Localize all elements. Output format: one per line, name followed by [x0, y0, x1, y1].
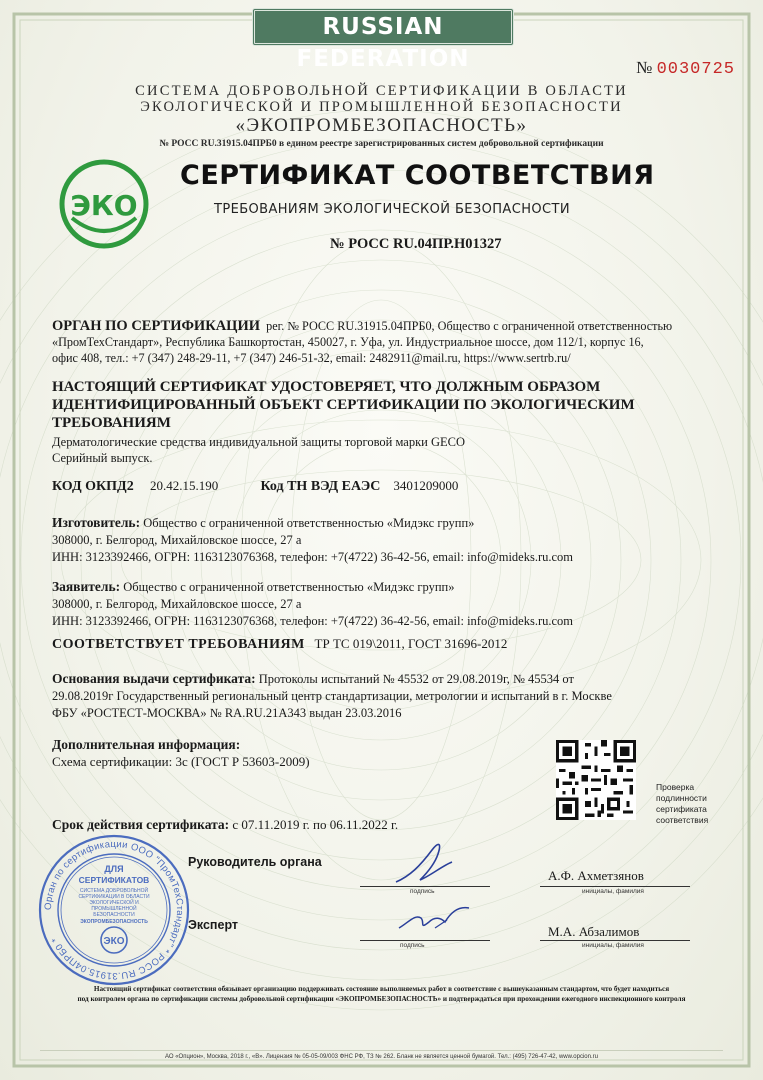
- additional-label: Дополнительная информация:: [52, 737, 241, 752]
- stamp-center-2: СЕРТИФИКАТОВ: [78, 875, 150, 885]
- object-line2: Серийный выпуск.: [52, 451, 153, 465]
- stamp-center-8: ЭКОПРОМБЕЗОПАСНОСТЬ: [80, 919, 148, 925]
- tnved-value: 3401209000: [393, 478, 459, 493]
- system-name-line1: СИСТЕМА ДОБРОВОЛЬНОЙ СЕРТИФИКАЦИИ В ОБЛАСТИ: [135, 83, 628, 99]
- conformity: [52, 636, 723, 653]
- serial-prefix: №: [636, 58, 653, 77]
- object-line1: Дерматологические средства индивидуальной защиты торговой марки GECO: [52, 435, 466, 449]
- validity-period: [52, 817, 723, 833]
- head-of-body-label: Руководитель органа: [188, 855, 322, 869]
- eko-logo: [58, 158, 150, 250]
- certified-object: [52, 434, 723, 466]
- applicant: [52, 578, 723, 630]
- qr-caption-line1: Проверка: [656, 782, 695, 792]
- qr-caption-line4: соответствия: [656, 815, 709, 825]
- conformity-label: СООТВЕТСТВУЕТ ТРЕБОВАНИЯМ: [52, 637, 305, 652]
- manufacturer-label: Изготовитель:: [52, 515, 141, 530]
- declaration-line3: ТРЕБОВАНИЯМ: [52, 415, 171, 431]
- stamp-outer-text: Орган по сертификации ООО "ПромТехСтандарт" * РОСС RU.31915.04ПРБ0 *: [42, 838, 186, 982]
- organ-line1: рег. № РОСС RU.31915.04ПРБ0, Общество с ограниченной ответственностью: [266, 319, 673, 333]
- qr-caption-line2: подлинности: [656, 793, 707, 803]
- applicant-details: ИНН: 3123392466, ОГРН: 1163123076368, телефон: +7(4722) 36-42-56, email: info@mideks.ru.com: [52, 614, 574, 628]
- printer-imprint: АО «Опцион», Москва, 2018 г., «В». Лицензия № 05-05-09/003 ФНС РФ, ТЗ № 262. Бланк не является ценной бумагой. Тел.: (495) 726-47-42, www.opcion.ru: [165, 1054, 598, 1060]
- okpd-value: 20.42.15.190: [149, 478, 219, 493]
- declaration-line1: НАСТОЯЩИЙ СЕРТИФИКАТ УДОСТОВЕРЯЕТ, ЧТО ДОЛЖНЫМ ОБРАЗОМ: [52, 379, 601, 395]
- additional-value: Схема сертификации: 3с (ГОСТ Р 53603-2009): [52, 754, 310, 769]
- expert-name-line: [540, 940, 690, 941]
- product-codes: [52, 478, 723, 495]
- expert-signature-line: [360, 940, 490, 941]
- head-name: А.Ф. Ахметзянов: [548, 868, 644, 883]
- head-name-caption: инициалы, фамилия: [582, 888, 644, 895]
- footer-line2: под контролем органа по сертификации системы добровольной сертификации «ЭКОПРОМБЕЗОПАСНОСТЬ» и подтверждаться при прохождении ежегодного инспекционного контроля: [77, 995, 686, 1003]
- country-banner: RUSSIAN FEDERATION: [252, 8, 514, 46]
- validity-value: с 07.11.2019 г. по 06.11.2022 г.: [232, 817, 399, 832]
- declaration: [52, 378, 723, 432]
- expert-signature: [395, 900, 475, 936]
- stamp-center-5: ЭКОЛОГИЧЕСКОЙ И: [89, 900, 139, 906]
- qr-code[interactable]: [556, 740, 636, 820]
- organ-line2: «ПромТехСтандарт», Республика Башкортостан, 450027, г. Уфа, ул. Индустриальное шоссе, дом 112/1, корпус 16,: [52, 335, 644, 349]
- grounds-line1: Протоколы испытаний № 45532 от 29.08.2019г, № 45534 от: [258, 672, 574, 686]
- expert-label: Эксперт: [188, 918, 239, 932]
- serial-number: [636, 58, 735, 79]
- applicant-label: Заявитель:: [52, 579, 121, 594]
- qr-caption-line3: сертификата: [656, 804, 707, 814]
- stamp-center-4: СЕРТИФИКАЦИИ В ОБЛАСТИ: [78, 894, 150, 900]
- okpd-label: КОД ОКПД2: [52, 479, 134, 494]
- expert-name-caption: инициалы, фамилия: [582, 942, 644, 949]
- conformity-value: ТР ТС 019\2011, ГОСТ 31696-2012: [314, 636, 508, 651]
- head-signature: [390, 836, 470, 888]
- stamp-center-6: ПРОМЫШЛЕННОЙ: [91, 906, 137, 912]
- system-name-line3: «ЭКОПРОМБЕЗОПАСНОСТЬ»: [235, 115, 528, 136]
- applicant-address: 308000, г. Белгород, Михайловское шоссе, 27 а: [52, 597, 302, 611]
- stamp-logo-text: ЭКО: [103, 936, 125, 947]
- system-registry-number: № РОСС RU.31915.04ПРБ0 в едином реестре зарегистрированных систем добровольной сертификации: [159, 139, 604, 149]
- grounds: [52, 670, 723, 722]
- manufacturer-name: Общество с ограниченной ответственностью «Мидэкс групп»: [143, 516, 475, 530]
- head-name-line: [540, 886, 690, 887]
- certificate-number: № РОСС RU.04ПР.Н01327: [330, 236, 502, 252]
- organ-heading: ОРГАН ПО СЕРТИФИКАЦИИ: [52, 318, 261, 334]
- expert-name: М.А. Абзалимов: [548, 924, 640, 939]
- head-signature-caption: подпись: [410, 888, 435, 895]
- head-signature-line: [360, 886, 490, 887]
- applicant-name: Общество с ограниченной ответственностью «Мидэкс групп»: [123, 580, 455, 594]
- eko-logo-text: ЭКО: [70, 189, 138, 222]
- manufacturer: [52, 514, 723, 566]
- certificate-subtitle: ТРЕБОВАНИЯМ ЭКОЛОГИЧЕСКОЙ БЕЗОПАСНОСТИ: [214, 202, 570, 217]
- footer-note: [40, 984, 723, 1004]
- grounds-line2: 29.08.2019г Государственный региональный центр стандартизации, метрологии и испытаний в г. Москве: [52, 689, 612, 703]
- stamp-center-7: БЕЗОПАСНОСТИ: [93, 912, 135, 918]
- tnved-label: Код ТН ВЭД ЕАЭС: [260, 479, 381, 494]
- stamp-center-3: СИСТЕМА ДОБРОВОЛЬНОЙ: [79, 888, 149, 894]
- manufacturer-details: ИНН: 3123392466, ОГРН: 1163123076368, телефон: +7(4722) 36-42-56, email: info@mideks.ru.com: [52, 550, 574, 564]
- serial-value: 0030725: [656, 60, 735, 79]
- system-name-line2: ЭКОЛОГИЧЕСКОЙ И ПРОМЫШЛЕННОЙ БЕЗОПАСНОСТИ: [140, 99, 623, 115]
- certification-stamp: [36, 832, 192, 988]
- grounds-label: Основания выдачи сертификата:: [52, 671, 256, 686]
- stamp-center-1: ДЛЯ: [104, 864, 124, 874]
- certification-body: [52, 318, 723, 366]
- grounds-line3: ФБУ «РОСТЕСТ-МОСКВА» № RA.RU.21А343 выдан 23.03.2016: [52, 706, 402, 720]
- manufacturer-address: 308000, г. Белгород, Михайловское шоссе, 27 а: [52, 533, 302, 547]
- expert-signature-caption: подпись: [400, 942, 425, 949]
- certificate-title: СЕРТИФИКАТ СООТВЕТСТВИЯ: [180, 160, 655, 191]
- footer-line1: Настоящий сертификат соответствия обязывает организацию поддерживать состояние выполняемых работ в соответствие с вышеуказанным стандартом, что будет находиться: [93, 985, 670, 993]
- organ-line3: офис 408, тел.: +7 (347) 248-29-11, +7 (347) 246-51-32, email: 2482911@mail.ru, https://www.sertrb.ru/: [52, 351, 571, 365]
- validity-label: Срок действия сертификата:: [52, 817, 230, 832]
- declaration-line2: ИДЕНТИФИЦИРОВАННЫЙ ОБЪЕКТ СЕРТИФИКАЦИИ ПО ЭКОЛОГИЧЕСКИМ: [52, 397, 635, 413]
